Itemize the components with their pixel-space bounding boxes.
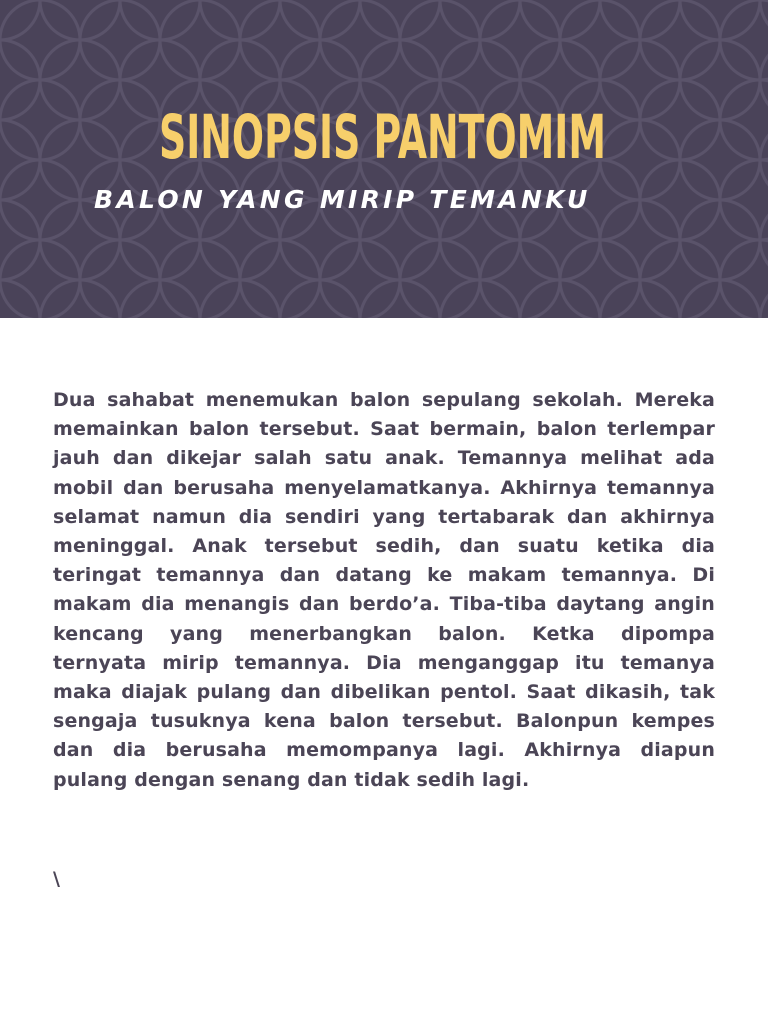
synopsis-paragraph: Dua sahabat menemukan balon sepulang sekolah. Mereka memainkan balon tersebut. Saat bermain, balon terlempar jauh dan dikejar salah satu anak. Temannya melihat ada mobil dan berusaha menyelamatkanya. Akhirnya temannya selamat namun dia sendiri yang tertabarak dan akhirnya meninggal. Anak tersebut sedih, dan suatu ketika dia teringat temannya dan datang ke makam temannya. Di makam dia menangis dan berdo’a. Tiba-tiba daytang angin kencang yang menerbangkan balon. Ketka dipompa ternyata mirip temannya. Dia menganggap itu temanya maka diajak pulang dan dibelikan pentol. Saat dikasih, tak sengaja tusuknya kena balon tersebut. Balonpun kempes dan dia berusaha memompanya lagi. Akhirnya diapun pulang dengan senang dan tidak sedih lagi.: [53, 389, 715, 791]
document-title: SINOPSIS PANTOMIM: [158, 101, 606, 173]
trailing-backslash: \: [53, 868, 60, 890]
title-banner: [0, 0, 768, 318]
document-subtitle: BALON YANG MIRIP TEMANKU: [94, 184, 591, 214]
